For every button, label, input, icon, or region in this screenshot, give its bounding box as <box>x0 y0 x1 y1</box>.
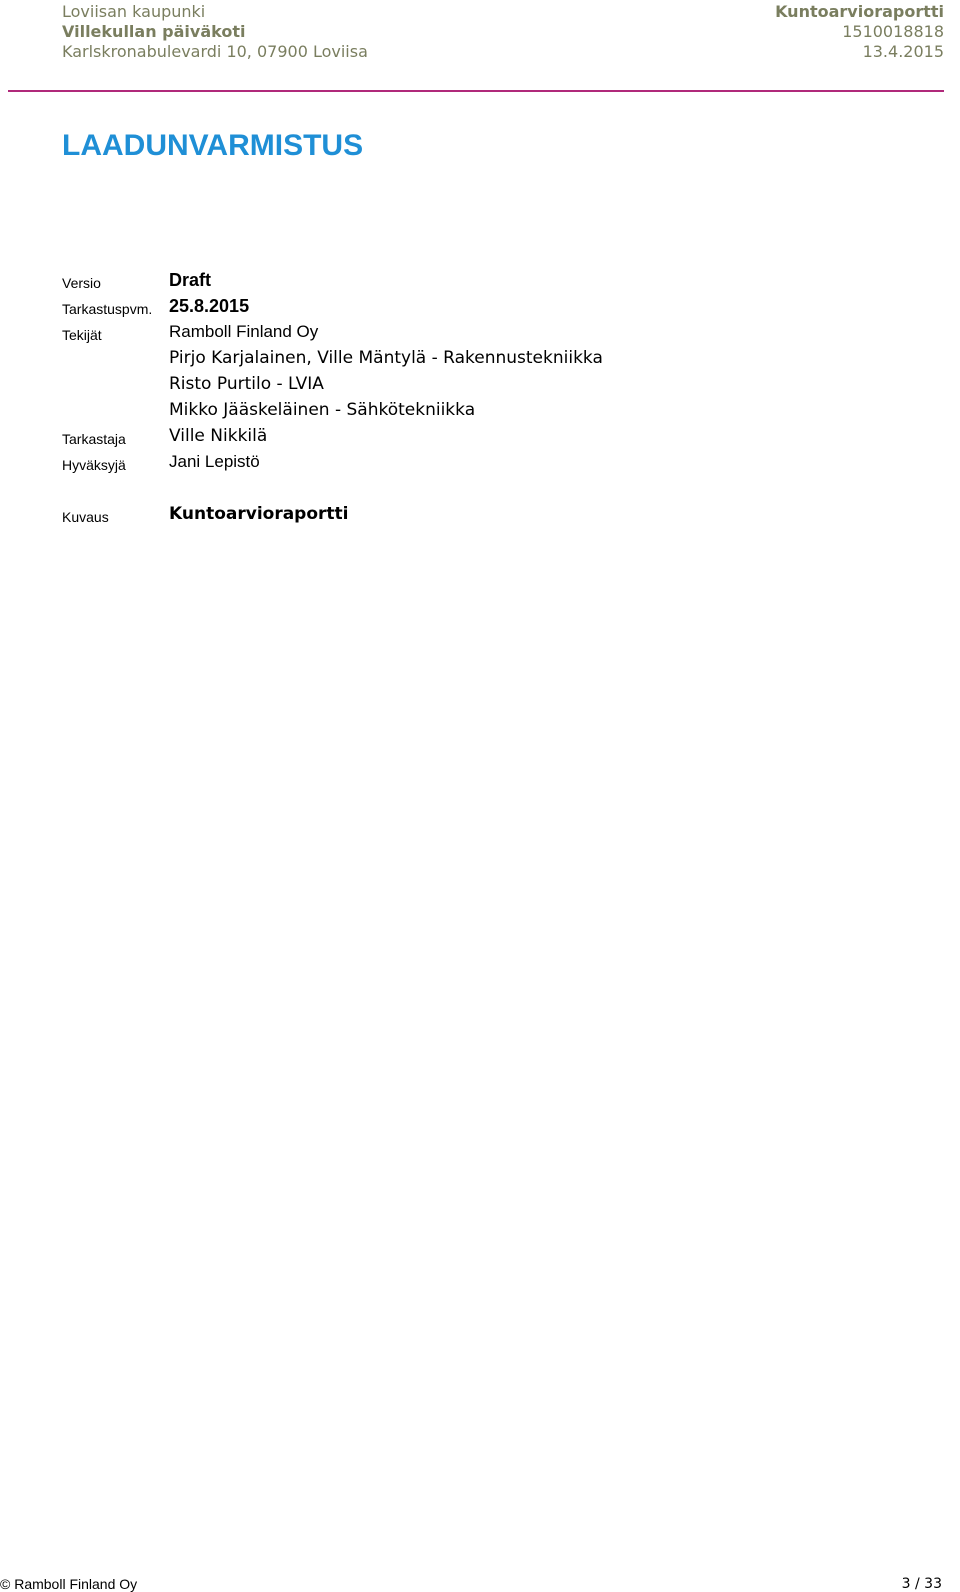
author-electrical: Mikko Jääskeläinen - Sähkötekniikka <box>169 400 476 420</box>
header-divider <box>8 90 944 92</box>
footer-copyright: © Ramboll Finland Oy <box>0 1576 138 1592</box>
document-header-left <box>62 2 368 62</box>
authors-label: Tekijät <box>62 327 102 343</box>
review-date-value: 25.8.2015 <box>169 296 250 316</box>
header-city: Loviisan kaupunki <box>62 2 206 21</box>
document-header-right <box>775 2 944 62</box>
header-project-number: 1510018818 <box>842 22 944 41</box>
author-structural: Pirjo Karjalainen, Ville Mäntylä - Rakennustekniikka <box>169 348 603 368</box>
description-value: Kuntoarvioraportti <box>169 504 349 524</box>
author-hvac: Risto Purtilo - LVIA <box>169 374 324 394</box>
header-date: 13.4.2015 <box>862 42 944 61</box>
page-title: LAADUNVARMISTUS <box>62 129 364 162</box>
approver-label: Hyväksyjä <box>62 457 126 473</box>
header-report-title: Kuntoarvioraportti <box>775 2 944 21</box>
header-building: Villekullan päiväkoti <box>62 22 246 41</box>
description-label: Kuvaus <box>62 509 109 525</box>
approver-value: Jani Lepistö <box>169 452 260 471</box>
reviewer-label: Tarkastaja <box>62 431 126 447</box>
header-address: Karlskronabulevardi 10, 07900 Loviisa <box>62 42 368 61</box>
reviewer-value: Ville Nikkilä <box>169 426 268 446</box>
author-company: Ramboll Finland Oy <box>169 322 319 341</box>
version-label: Versio <box>62 275 101 291</box>
footer-page-number: 3 / 33 <box>901 1576 942 1592</box>
review-date-label: Tarkastuspvm. <box>62 301 153 317</box>
version-value: Draft <box>169 270 212 290</box>
